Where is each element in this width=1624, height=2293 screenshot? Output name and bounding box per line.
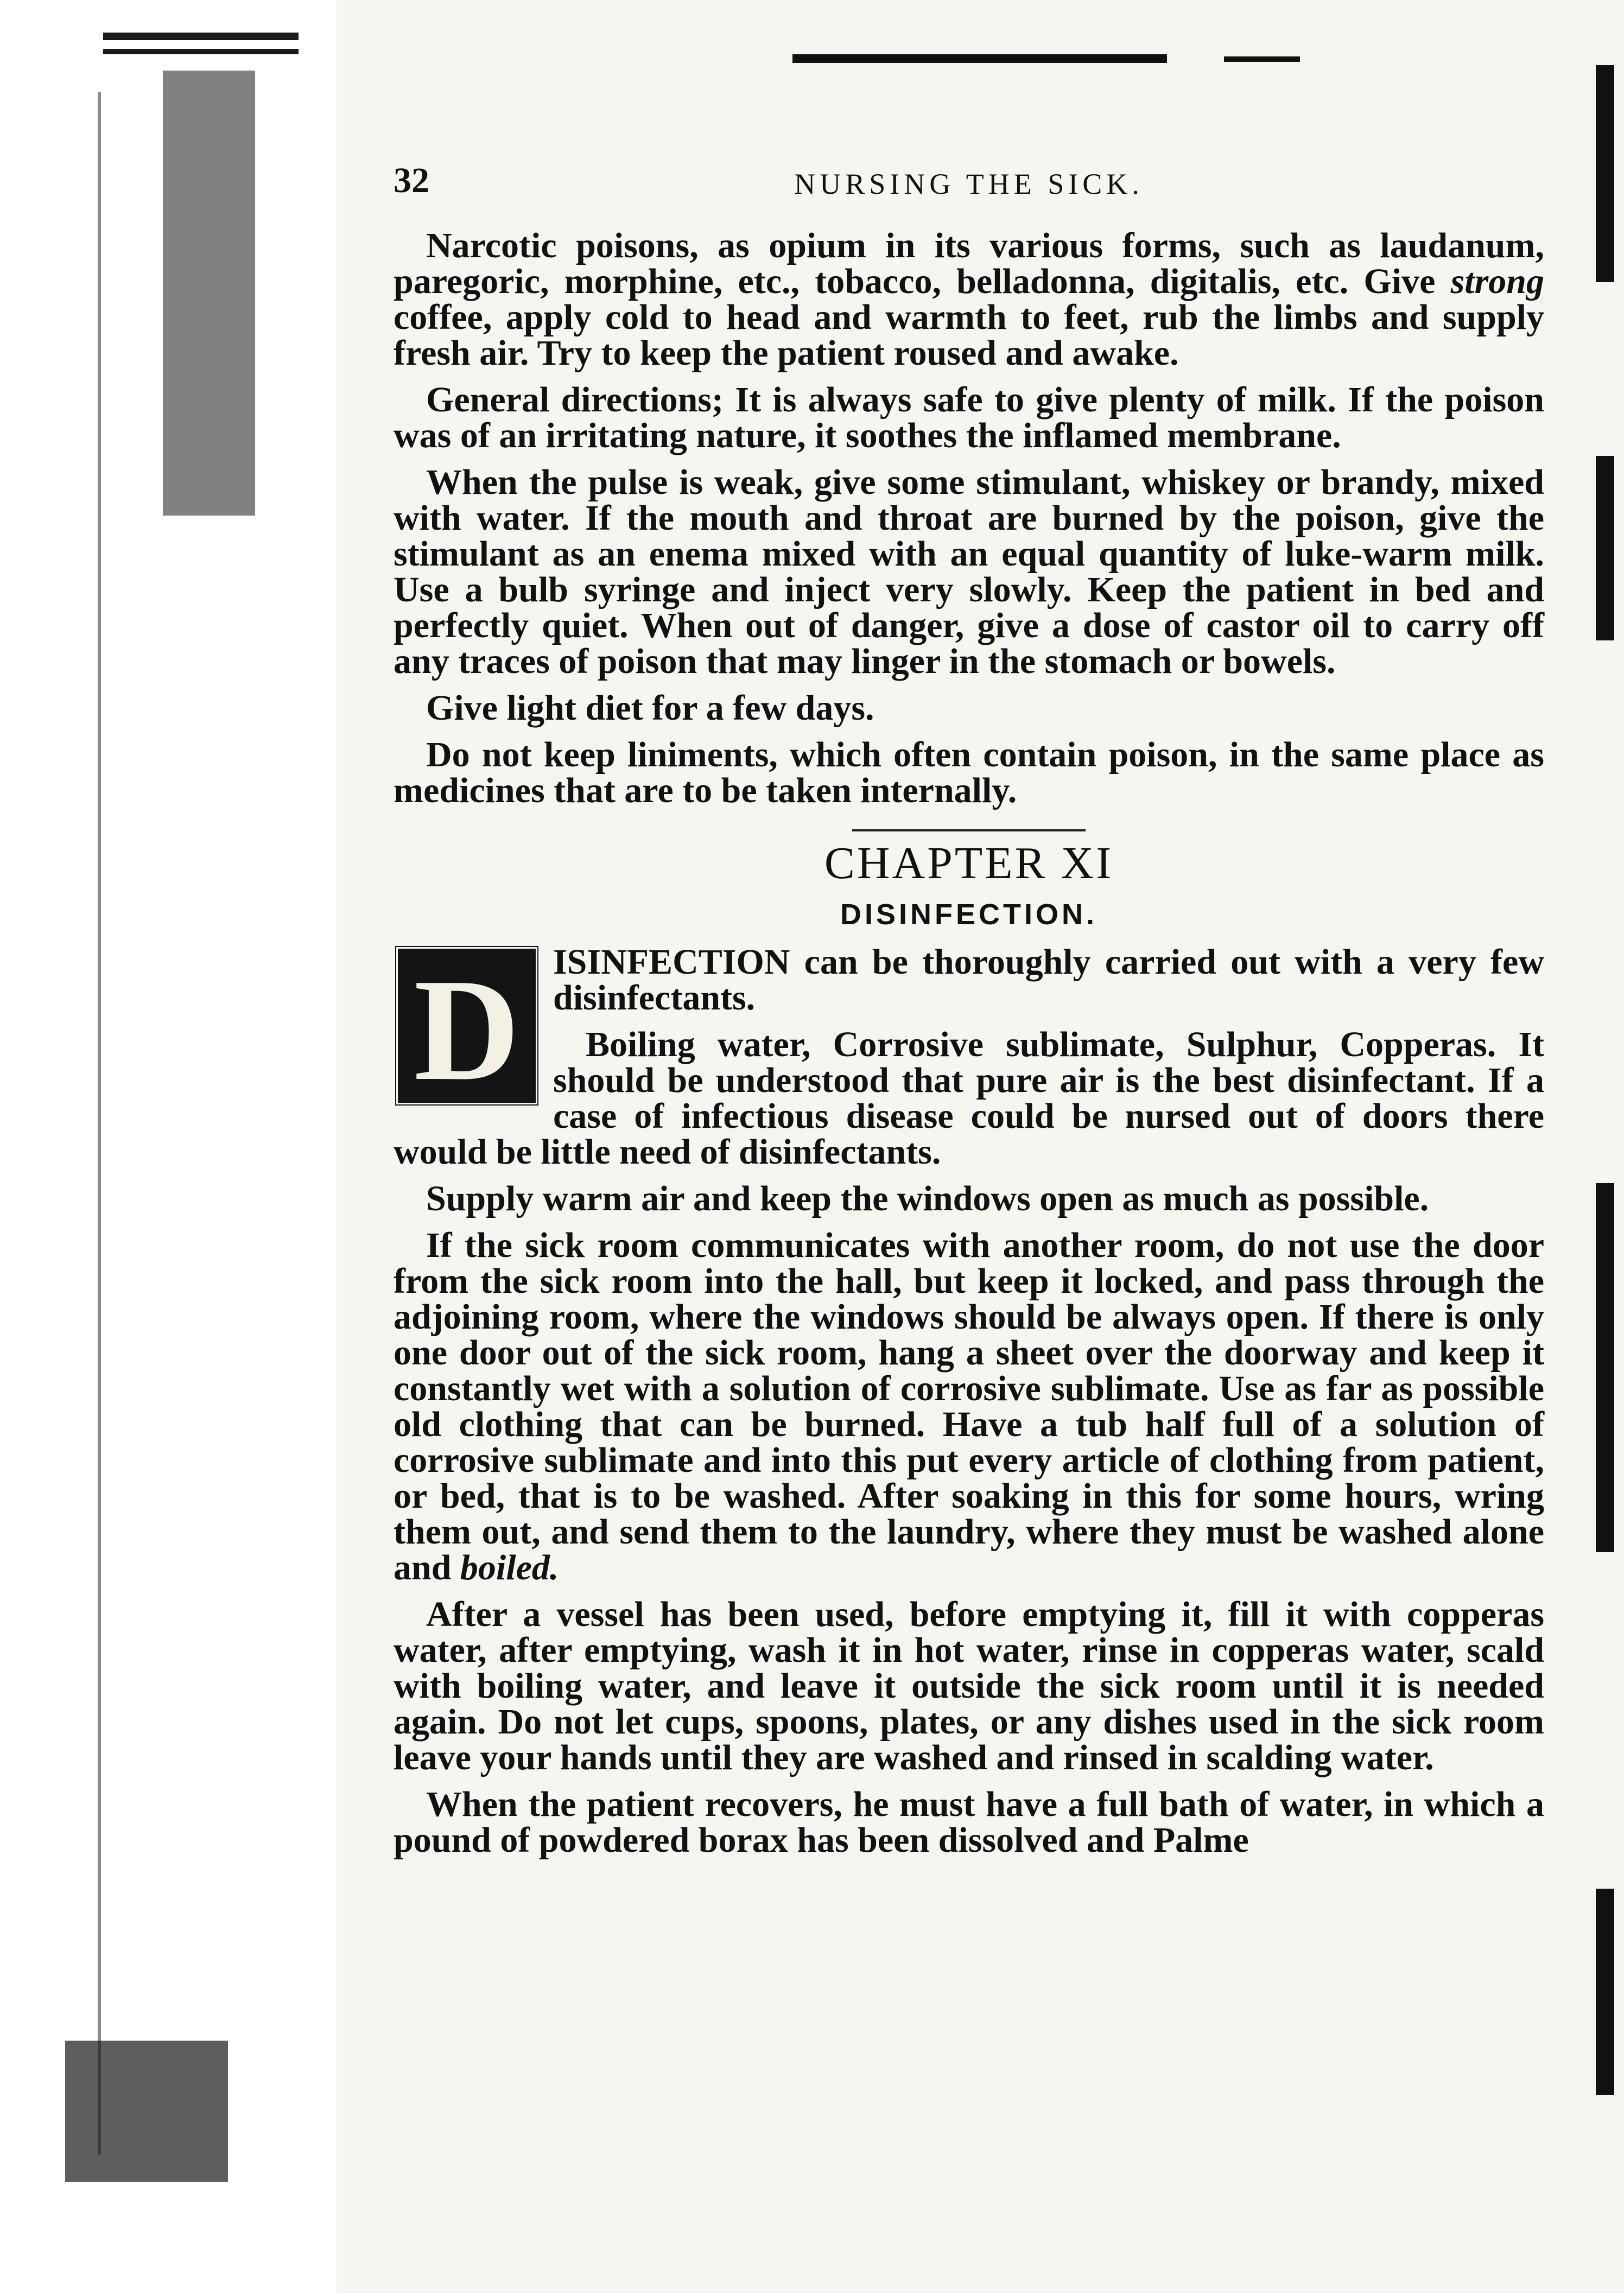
- running-head: NURSING THE SICK.: [794, 168, 1144, 200]
- paragraph: Supply warm air and keep the windows open as much as possible.: [426, 1179, 1429, 1218]
- paragraph: When the pulse is weak, give some stimulant, whiskey or brandy, mixed with water. If the mouth and throat are burned by the poison, give the stimulant as an enema mixed with an equal quantity of luke-warm milk. Use a bulb syringe and inject very slowly. Keep the patient in bed and perfectly quiet. When out of danger, give a dose of castor oil to carry off any traces of poison that may linger in the stomach or bowels.: [394, 462, 1544, 681]
- paragraph: After a vessel has been used, before emptying it, fill it with copperas water, after emptying, wash it in hot water, rinse in copperas water, scald with boiling water, and leave it outside the sick room until it is needed again. Do not let cups, spoons, plates, or any dishes used in the sick room leave your hands until they are washed and rinsed in scalding water.: [394, 1595, 1544, 1777]
- section-title: DISINFECTION.: [840, 898, 1098, 931]
- top-rule: [792, 54, 1167, 63]
- paragraph: [394, 1225, 1544, 1587]
- page-header: [394, 163, 1544, 228]
- scan-edge-mark: [1596, 1889, 1614, 2095]
- page-number: 32: [394, 161, 429, 200]
- emphasis: strong: [1450, 262, 1544, 301]
- scan-edge-mark: [1596, 1183, 1614, 1552]
- scan-binding-edge: [0, 0, 337, 2293]
- paragraph: General directions; It is always safe to give plenty of milk. If the poison was of an irritating nature, it soothes the inflamed membrane.: [394, 380, 1544, 455]
- emphasis: boiled.: [460, 1548, 559, 1587]
- scan-edge-mark: [1596, 456, 1614, 640]
- chapter-divider: [852, 829, 1086, 831]
- paragraph: Do not keep liniments, which often contain poison, in the same place as medicines that are to be taken internally.: [394, 735, 1544, 810]
- text-run: Narcotic poisons, as opium in its various forms, such as laudanum, paregoric, morphine, etc., tobacco, belladonna, digitalis, etc. Give: [394, 226, 1544, 301]
- narcotic-poisons-section: [394, 228, 1544, 809]
- ornamental-dropcap: D: [394, 944, 540, 1107]
- paragraph: [394, 228, 1544, 371]
- top-rule-short: [1224, 56, 1300, 62]
- paragraph: Boiling water, Corrosive sublimate, Sulphur, Copperas. It should be understood that pure air is the best disinfectant. If a case of infectious disease could be nursed out of doors there would be little need of disinfectants.: [394, 1025, 1544, 1172]
- chapter-title: CHAPTER XI: [824, 838, 1114, 888]
- paragraph: ISINFECTION can be thoroughly carried out with a very few disinfectants.: [553, 942, 1544, 1018]
- text-run: coffee, apply cold to head and warmth to feet, rub the limbs and supply fresh air. Try to keep the patient roused and awake.: [394, 297, 1544, 373]
- paragraph: Give light diet for a few days.: [426, 688, 874, 728]
- book-page: [394, 163, 1544, 1869]
- paragraph: When the patient recovers, he must have a full bath of water, in which a pound of powdered borax has been dissolved and Palme: [394, 1784, 1544, 1860]
- scan-edge-mark: [1596, 65, 1614, 282]
- disinfection-section: [394, 944, 1544, 1858]
- text-run: If the sick room communicates with another room, do not use the door from the sick room into the hall, but keep it locked, and pass through the adjoining room, where the windows should be always open. If there is only one door out of the sick room, hang a sheet over the doorway and keep it constantly wet with a solution of corrosive sublimate. Use as far as possible old clothing that can be burned. Have a tub half full of a solution of corrosive sublimate and into this put every article of clothing from patient, or bed, that is to be washed. After soaking in this for some hours, wring them out, and send them to the laundry, where they must be washed alone and: [394, 1225, 1544, 1587]
